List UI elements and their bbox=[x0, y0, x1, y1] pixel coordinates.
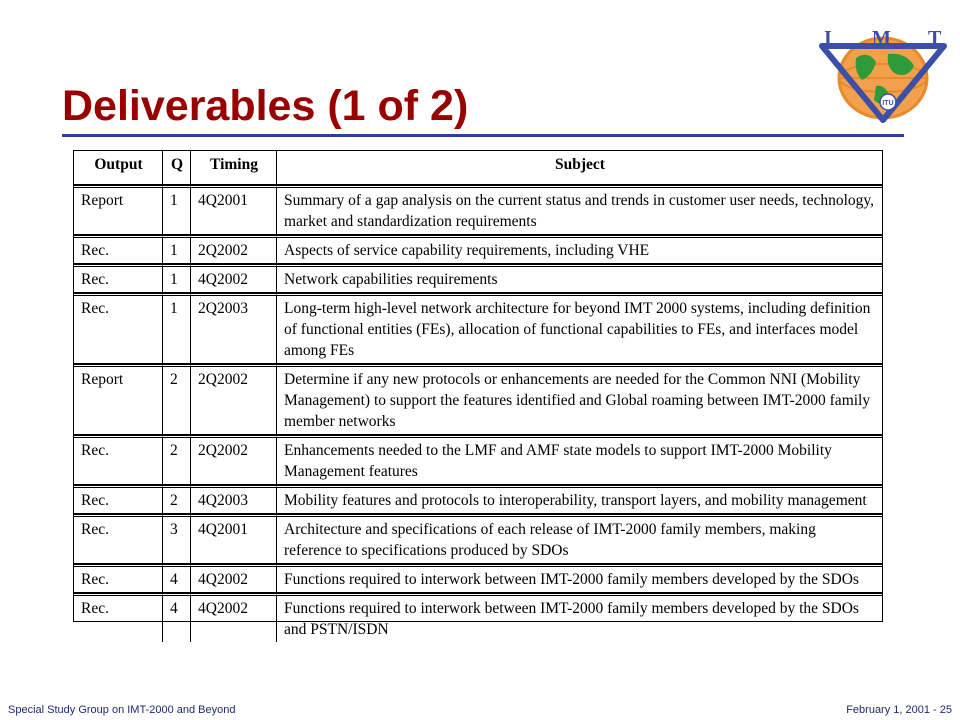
cell-q: 4 bbox=[162, 593, 190, 642]
cell-timing: 4Q2002 bbox=[190, 264, 276, 293]
table-row bbox=[74, 564, 882, 593]
header-output: Output bbox=[74, 151, 162, 185]
logo-letter-i: I bbox=[824, 28, 832, 49]
imt-globe-logo bbox=[816, 28, 950, 124]
cell-subject: Summary of a gap analysis on the current status and trends in customer user needs, technology, market and standardization requirements bbox=[276, 185, 882, 235]
table-row bbox=[74, 293, 882, 364]
cell-timing: 4Q2001 bbox=[190, 514, 276, 564]
cell-timing: 4Q2002 bbox=[190, 564, 276, 593]
cell-subject: Network capabilities requirements bbox=[276, 264, 882, 293]
table-row bbox=[74, 364, 882, 435]
logo-letter-m: M bbox=[872, 28, 891, 49]
cell-q: 3 bbox=[162, 514, 190, 564]
cell-subject: Functions required to interwork between IMT-2000 family members developed by the SDOs bbox=[276, 564, 882, 593]
footer-date-page: February 1, 2001 - 25 bbox=[846, 704, 952, 716]
cell-output: Report bbox=[74, 185, 162, 235]
cell-timing: 2Q2002 bbox=[190, 364, 276, 435]
header-timing: Timing bbox=[190, 151, 276, 185]
cell-timing: 4Q2001 bbox=[190, 185, 276, 235]
slide-title: Deliverables (1 of 2) bbox=[62, 82, 469, 130]
cell-output: Rec. bbox=[74, 235, 162, 264]
cell-timing: 4Q2003 bbox=[190, 485, 276, 514]
cell-timing: 2Q2002 bbox=[190, 435, 276, 485]
logo-itu-seal: ITU bbox=[882, 100, 894, 107]
header-q: Q bbox=[162, 151, 190, 185]
cell-subject: Determine if any new protocols or enhancements are needed for the Common NNI (Mobility Management) to support the features identified and Global roaming between IMT-2000 family member networks bbox=[276, 364, 882, 435]
cell-q: 1 bbox=[162, 293, 190, 364]
deliverables-table bbox=[74, 151, 882, 642]
cell-q: 2 bbox=[162, 364, 190, 435]
cell-output: Rec. bbox=[74, 293, 162, 364]
cell-q: 1 bbox=[162, 185, 190, 235]
cell-q: 2 bbox=[162, 435, 190, 485]
logo-letter-t: T bbox=[928, 28, 942, 49]
table-row bbox=[74, 514, 882, 564]
cell-q: 1 bbox=[162, 235, 190, 264]
deliverables-table-frame bbox=[73, 150, 883, 638]
header-subject: Subject bbox=[276, 151, 882, 185]
cell-subject: Functions required to interwork between IMT-2000 family members developed by the SDOs and PSTN/ISDN bbox=[276, 593, 882, 642]
cell-output: Rec. bbox=[74, 514, 162, 564]
cell-subject: Aspects of service capability requirements, including VHE bbox=[276, 235, 882, 264]
table-row bbox=[74, 435, 882, 485]
cell-output: Rec. bbox=[74, 264, 162, 293]
table-row bbox=[74, 185, 882, 235]
cell-timing: 2Q2002 bbox=[190, 235, 276, 264]
cell-subject: Long-term high-level network architecture for beyond IMT 2000 systems, including definition of functional entities (FEs), allocation of functional capabilities to FEs, and interfaces model among FEs bbox=[276, 293, 882, 364]
title-underline bbox=[62, 134, 904, 137]
cell-output: Rec. bbox=[74, 593, 162, 642]
table-row bbox=[74, 593, 882, 642]
cell-timing: 4Q2002 bbox=[190, 593, 276, 642]
cell-subject: Mobility features and protocols to interoperability, transport layers, and mobility management bbox=[276, 485, 882, 514]
table-row bbox=[74, 235, 882, 264]
cell-output: Rec. bbox=[74, 485, 162, 514]
cell-output: Report bbox=[74, 364, 162, 435]
table-body bbox=[74, 185, 882, 642]
cell-q: 2 bbox=[162, 485, 190, 514]
cell-q: 1 bbox=[162, 264, 190, 293]
table-header-row bbox=[74, 151, 882, 185]
cell-subject: Enhancements needed to the LMF and AMF state models to support IMT-2000 Mobility Management features bbox=[276, 435, 882, 485]
cell-output: Rec. bbox=[74, 435, 162, 485]
table-row bbox=[74, 485, 882, 514]
cell-timing: 2Q2003 bbox=[190, 293, 276, 364]
table-row bbox=[74, 264, 882, 293]
footer-group-name: Special Study Group on IMT-2000 and Beyond bbox=[8, 704, 236, 716]
cell-q: 4 bbox=[162, 564, 190, 593]
cell-subject: Architecture and specifications of each release of IMT-2000 family members, making reference to specifications produced by SDOs bbox=[276, 514, 882, 564]
cell-output: Rec. bbox=[74, 564, 162, 593]
